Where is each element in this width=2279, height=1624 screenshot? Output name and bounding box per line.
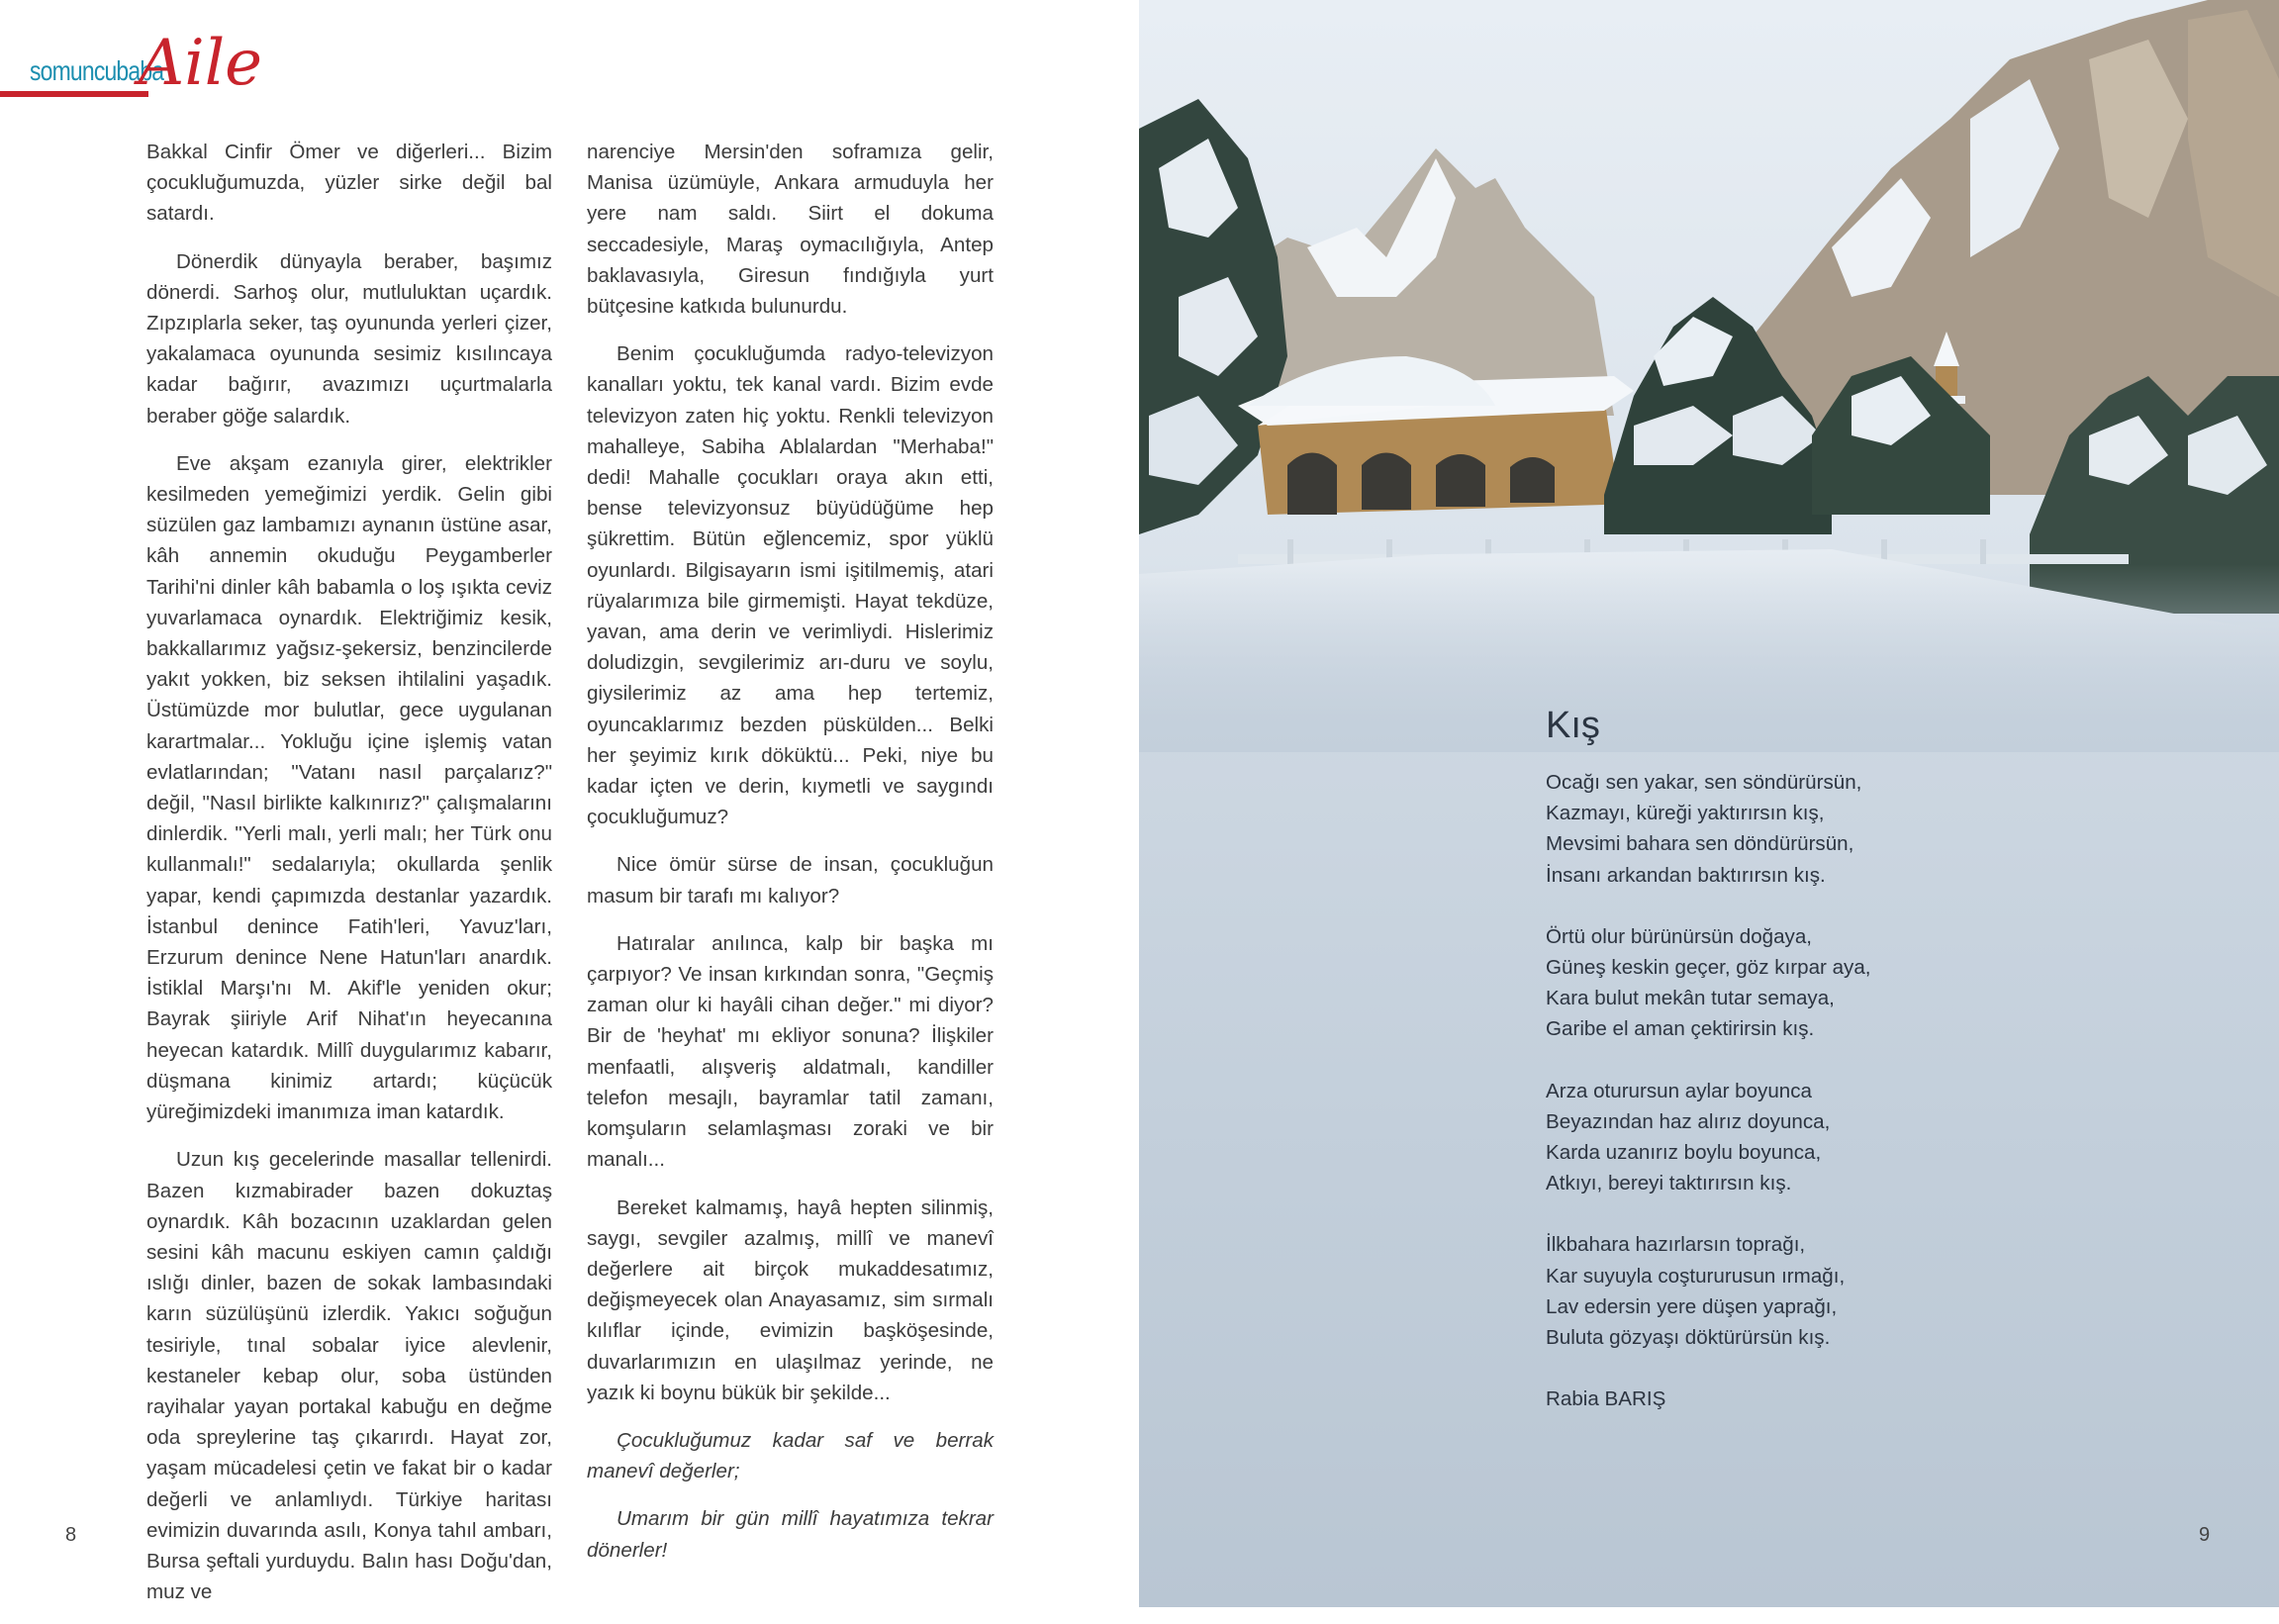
paragraph: Hatıralar anılınca, kalp bir başka mı çarpıyor? Ve insan kırkından sonra, "Geçmiş zaman olur ki hayâli cihan değer." mi diyor? Bir de 'heyhat' mı ekliyor sonuna? İlişkiler menfaatli, alışveriş aldatmalı, kandiller telefon mesajlı, bayramlar tatil zamanı, komşuların selamlaşması zoraki ve bir manalı... [587,931,994,1172]
poem-line: Lav edersin yere düşen yaprağı, [1546,1294,1838,1318]
page-number-right: 9 [2199,1524,2211,1546]
italic-paragraph: Çocukluğumuz kadar saf ve berrak manevî değerler; [587,1428,994,1483]
poem-line: Ocağı sen yakar, sen söndürürsün, [1546,771,1862,794]
paragraph: Uzun kış gecelerinde masallar tellenirdi. Bazen kızmabirader bazen dokuztaş oynardık. Kâh bozacının uzaklardan gelen sesini kâh macunu eskiyen camın çaldığı ıslığı dinler, bazen de sokak lambasındaki karın süzülüşünü izlerdik. Yakıcı soğuğun tesiriyle, tınal sobalar iyice alevlenir, kestaneler kebap olur, soba üstünden rayihalar yayan portakal kabuğu en değme oda spreylerine taş çıkarırdı. Hayat zor, yaşam mücadelesi çetin ve fakat bir o kadar değerli ve anlamlıydı. Türkiye haritası evimizin duvarında asılı, Konya tahıl ambarı, Bursa şeftali yurduydu. Balın hası Doğu'dan, muz ve [146,1148,552,1604]
left-page [0,0,1139,1607]
poem [1546,705,1922,1414]
poem-line: Kazmayı, küreği yaktırırsın kış, [1546,802,1825,825]
right-page [1139,0,2279,1607]
paragraph: Bereket kalmamış, hayâ hepten silinmiş, saygı, sevgiler azalmış, millî ve manevî değerlere ait birçok mukaddesatımız, değişmeyecek olan Anayasamız, sim sırmalı kılıflar içinde, evimizin başköşesinde, duvarlarımızın en ulaşılmaz yerinde, ne yazık ki boynu bükük bir şekilde... [587,1195,994,1404]
poem-title: Kış [1546,705,1600,746]
poem-line: Garibe el aman çektirirsin kış. [1546,1017,1815,1041]
poem-line: Kar suyuyla coştururusun ırmağı, [1546,1264,1846,1288]
poem-author: Rabia BARIŞ [1546,1387,1666,1411]
poem-stanza [1546,1076,1922,1199]
paragraph: Benim çocukluğumda radyo-televizyon kanalları yoktu, tek kanal vardı. Bizim evde televizyon zaten hiç yoktu. Renkli televizyon mahalleye, Sabiha Ablalardan "Merhaba!" dedi! Mahalle çocukları oraya akın etti, bense televizyonsuz büyüdüğüme hep şükrettim. Bütün eğlencemiz, spor yüklü oyunlardı. Bilgisayarın ismi işitilmemiş, atari rüyalarımıza bile girmemişti. Hayat tekdüze, yavan, ama derin ve verimliydi. Hislerimiz doludizgin, sevgilerimiz arı-duru ve soylu, giysilerimiz az ama hep tertemiz, oyuncaklarımız bezden püskülden... Belki her şeyimiz kırık döküktü... Peki, niye bu kadar içten ve derin, kıymetli ve saygındı çocukluğumuz? [587,342,994,829]
poem-stanza [1546,767,1922,891]
poem-stanza [1546,1229,1922,1353]
poem-line: Örtü olur bürünürsün doğaya, [1546,924,1813,948]
italic-paragraph: Umarım bir gün millî hayatımıza tekrar dönerler! [587,1507,994,1562]
poem-line: Mevsimi bahara sen döndürürsün, [1546,832,1854,856]
article-column-2 [587,137,994,1582]
paragraph: Eve akşam ezanıyla girer, elektrikler kesilmeden yemeğimizi yerdik. Gelin gibi süzülen gaz lambamızı aynanın üstüne asar, kâh annemin okuduğu Peygamberler Tarihi'ni dinler kâh babamla o loş ışıkta ceviz yuvarlamaca oynardık. Elektriğimiz kesik, bakkallarımız yağsız-şekersiz, benzincilerde yakıt yokken, biz seksen ihtilalini yaşadık. Üstümüzde mor bulutlar, gece uygulanan karartmalar... Yokluğu içine işlemiş vatan evlatlarından; "Vatanı nasıl parçalarız?" değil, "Nasıl birlikte kalkınırız?" çalışmalarını dinlerdik. "Yerli malı, yerli malı; her Türk onu kullanmalı!" sedalarıyla; okullarda şenlik yapar, kendi çapımızda destanlar yazardık. İstanbul denince Fatih'leri, Yavuz'ları, Erzurum denince Nene Hatun'ları anardık. İstiklal Marşı'nı M. Akif'le yeniden okur; Bayrak şiiriyle Arif Nihat'ın heyecanına heyecan katardık. Millî duygularımız kabarır, düşmana kinimiz artardı; küçücük yüreğimizdeki imanımıza iman katardık. [146,451,552,1124]
masthead-section: Aile [139,27,263,100]
poem-line: Kara bulut mekân tutar semaya, [1546,987,1835,1010]
page-number-left: 8 [65,1524,77,1546]
paragraph: Bakkal Cinfir Ömer ve diğerleri... Bizim çocukluğumuzda, yüzler sirke değil bal satardı. [146,141,552,226]
winter-mosque-photo [1139,0,2279,752]
poem-line: İnsanı arkandan baktırırsın kış. [1546,863,1826,887]
poem-line: İlkbahara hazırlarsın toprağı, [1546,1233,1806,1257]
poem-line: Beyazından haz alırız doyunca, [1546,1109,1831,1133]
poem-stanza [1546,921,1922,1045]
masthead-rule [0,91,148,97]
paragraph: Dönerdik dünyayla beraber, başımız dönerdi. Sarhoş olur, mutluluktan uçardık. Zıpzıplarla seker, taş oyununda yerleri çizer, yakalamaca oyununda sesimiz kısılıncaya kadar bağırır, avazımızı uçurtmalarla beraber göğe salardık. [146,249,552,428]
paragraph: narenciye Mersin'den soframıza gelir, Manisa üzümüyle, Ankara armuduyla her yere nam saldı. Siirt el dokuma seccadesiyle, Maraş oymacılığıyla, Antep baklavasıyla, Giresun fındığıyla yurt bütçesine katkıda bulunurdu. [587,141,994,319]
poem-line: Buluta gözyaşı döktürürsün kış. [1546,1326,1831,1350]
poem-line: Güneş keskin geçer, göz kırpar aya, [1546,956,1871,980]
article-column-1 [146,137,552,1624]
masthead-brand: somuncubaba [30,55,164,86]
masthead [0,27,263,109]
poem-line: Arza oturursun aylar boyunca [1546,1079,1813,1102]
poem-line: Karda uzanırız boylu boyunca, [1546,1141,1822,1165]
paragraph: Nice ömür sürse de insan, çocukluğun masum bir tarafı mı kalıyor? [587,853,994,908]
poem-line: Atkıyı, bereyi taktırırsın kış. [1546,1172,1792,1195]
